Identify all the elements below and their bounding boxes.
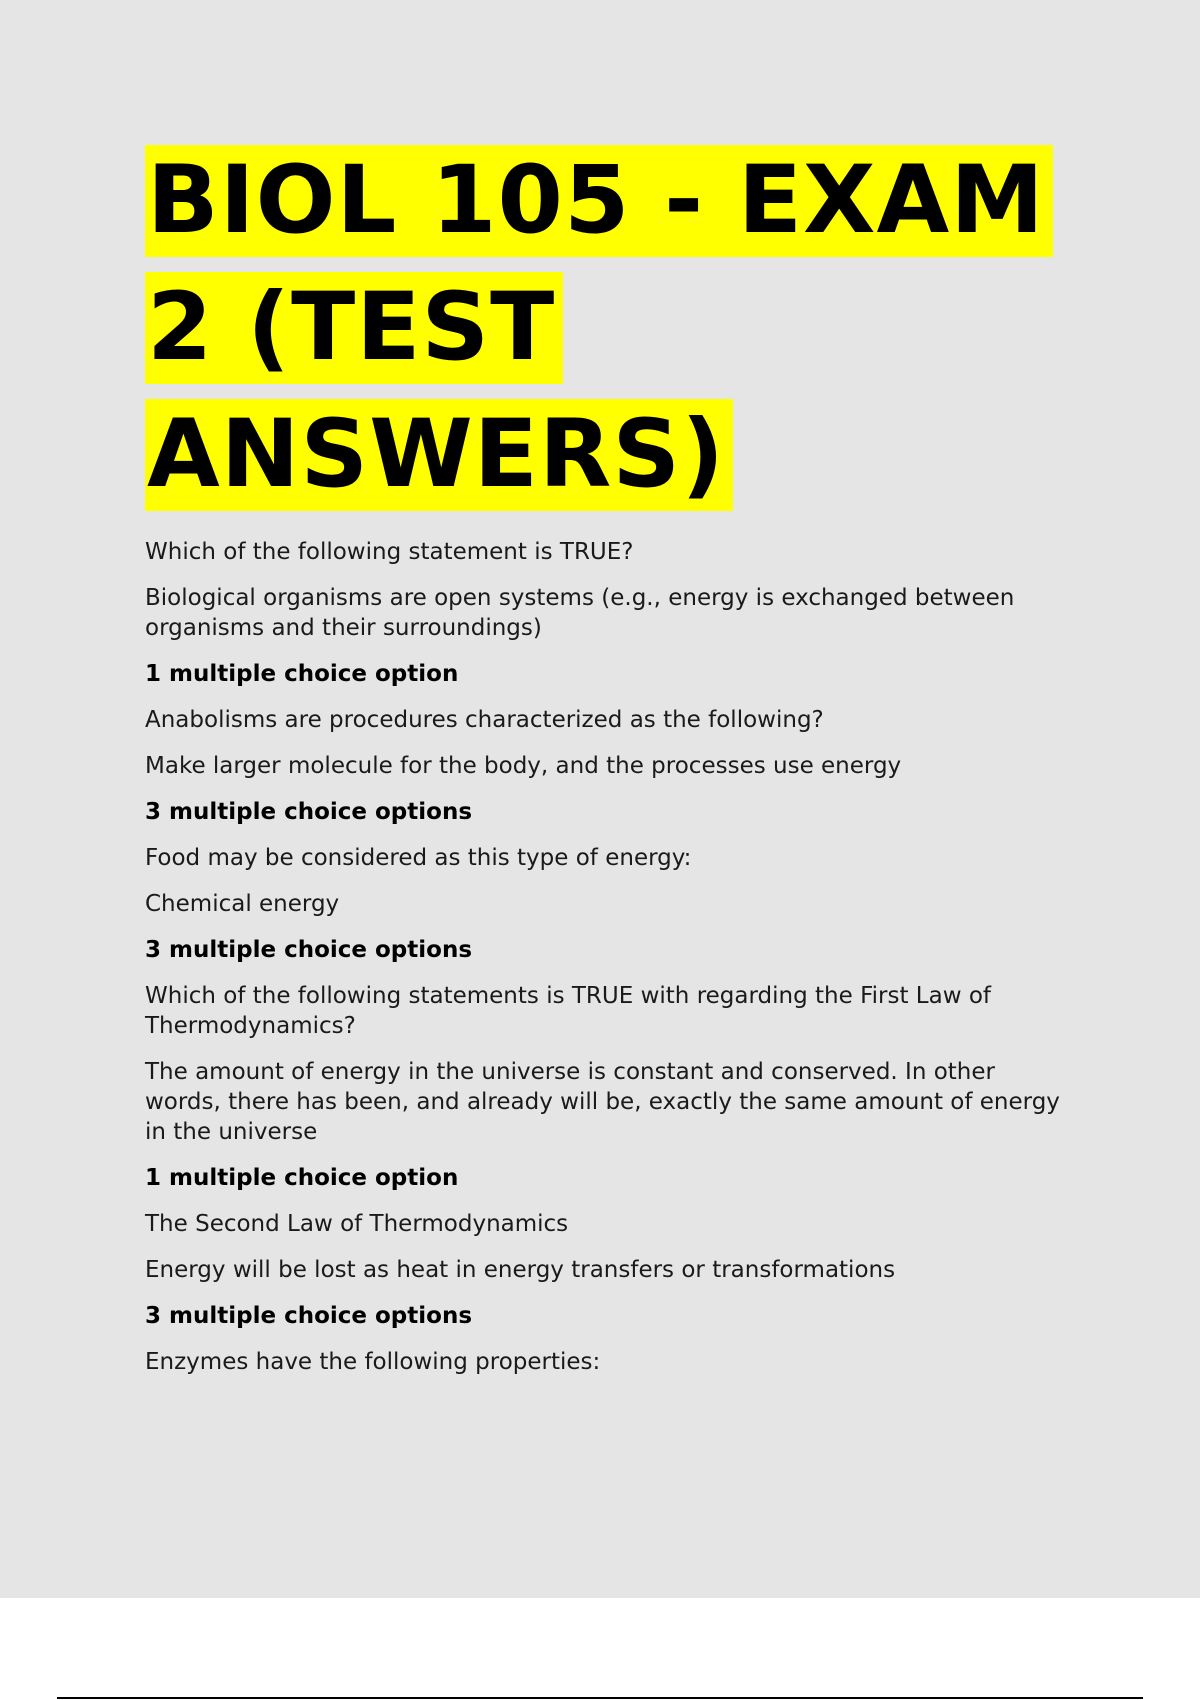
choice-count-label: 3 multiple choice options <box>145 937 473 963</box>
answer-text: Make larger molecule for the body, and the processes use energy <box>145 753 902 779</box>
question-text: Enzymes have the following properties: <box>145 1349 601 1375</box>
choice-count-label: 3 multiple choice options <box>145 799 473 825</box>
question-text: The Second Law of Thermodynamics <box>145 1211 569 1237</box>
document-title <box>145 140 1075 521</box>
question-text: Food may be considered as this type of energy: <box>145 845 692 871</box>
choice-count-label: 1 multiple choice option <box>145 661 459 687</box>
question-text: Which of the following statement is TRUE? <box>145 539 634 565</box>
answer-text: Energy will be lost as heat in energy transfers or transformations <box>145 1257 896 1283</box>
document-content <box>145 140 1075 1393</box>
choice-count-label: 3 multiple choice options <box>145 1303 473 1329</box>
title-line-1: BIOL 105 - EXAM <box>145 145 1053 257</box>
question-text: Which of the following statements is TRUE with regarding the First Law of Thermodynamics? <box>145 983 991 1039</box>
answer-text: Chemical energy <box>145 891 340 917</box>
footer-divider <box>57 1697 1143 1699</box>
question-text: Anabolisms are procedures characterized as the following? <box>145 707 824 733</box>
choice-count-label: 1 multiple choice option <box>145 1165 459 1191</box>
answer-text: Biological organisms are open systems (e.g., energy is exchanged between organisms and their surroundings) <box>145 585 1015 641</box>
title-line-2: 2 (TEST <box>145 272 563 384</box>
title-line-3: ANSWERS) <box>145 399 733 511</box>
answer-text: The amount of energy in the universe is constant and conserved. In other words, there has been, and already will be, exactly the same amount of energy in the universe <box>145 1059 1060 1145</box>
